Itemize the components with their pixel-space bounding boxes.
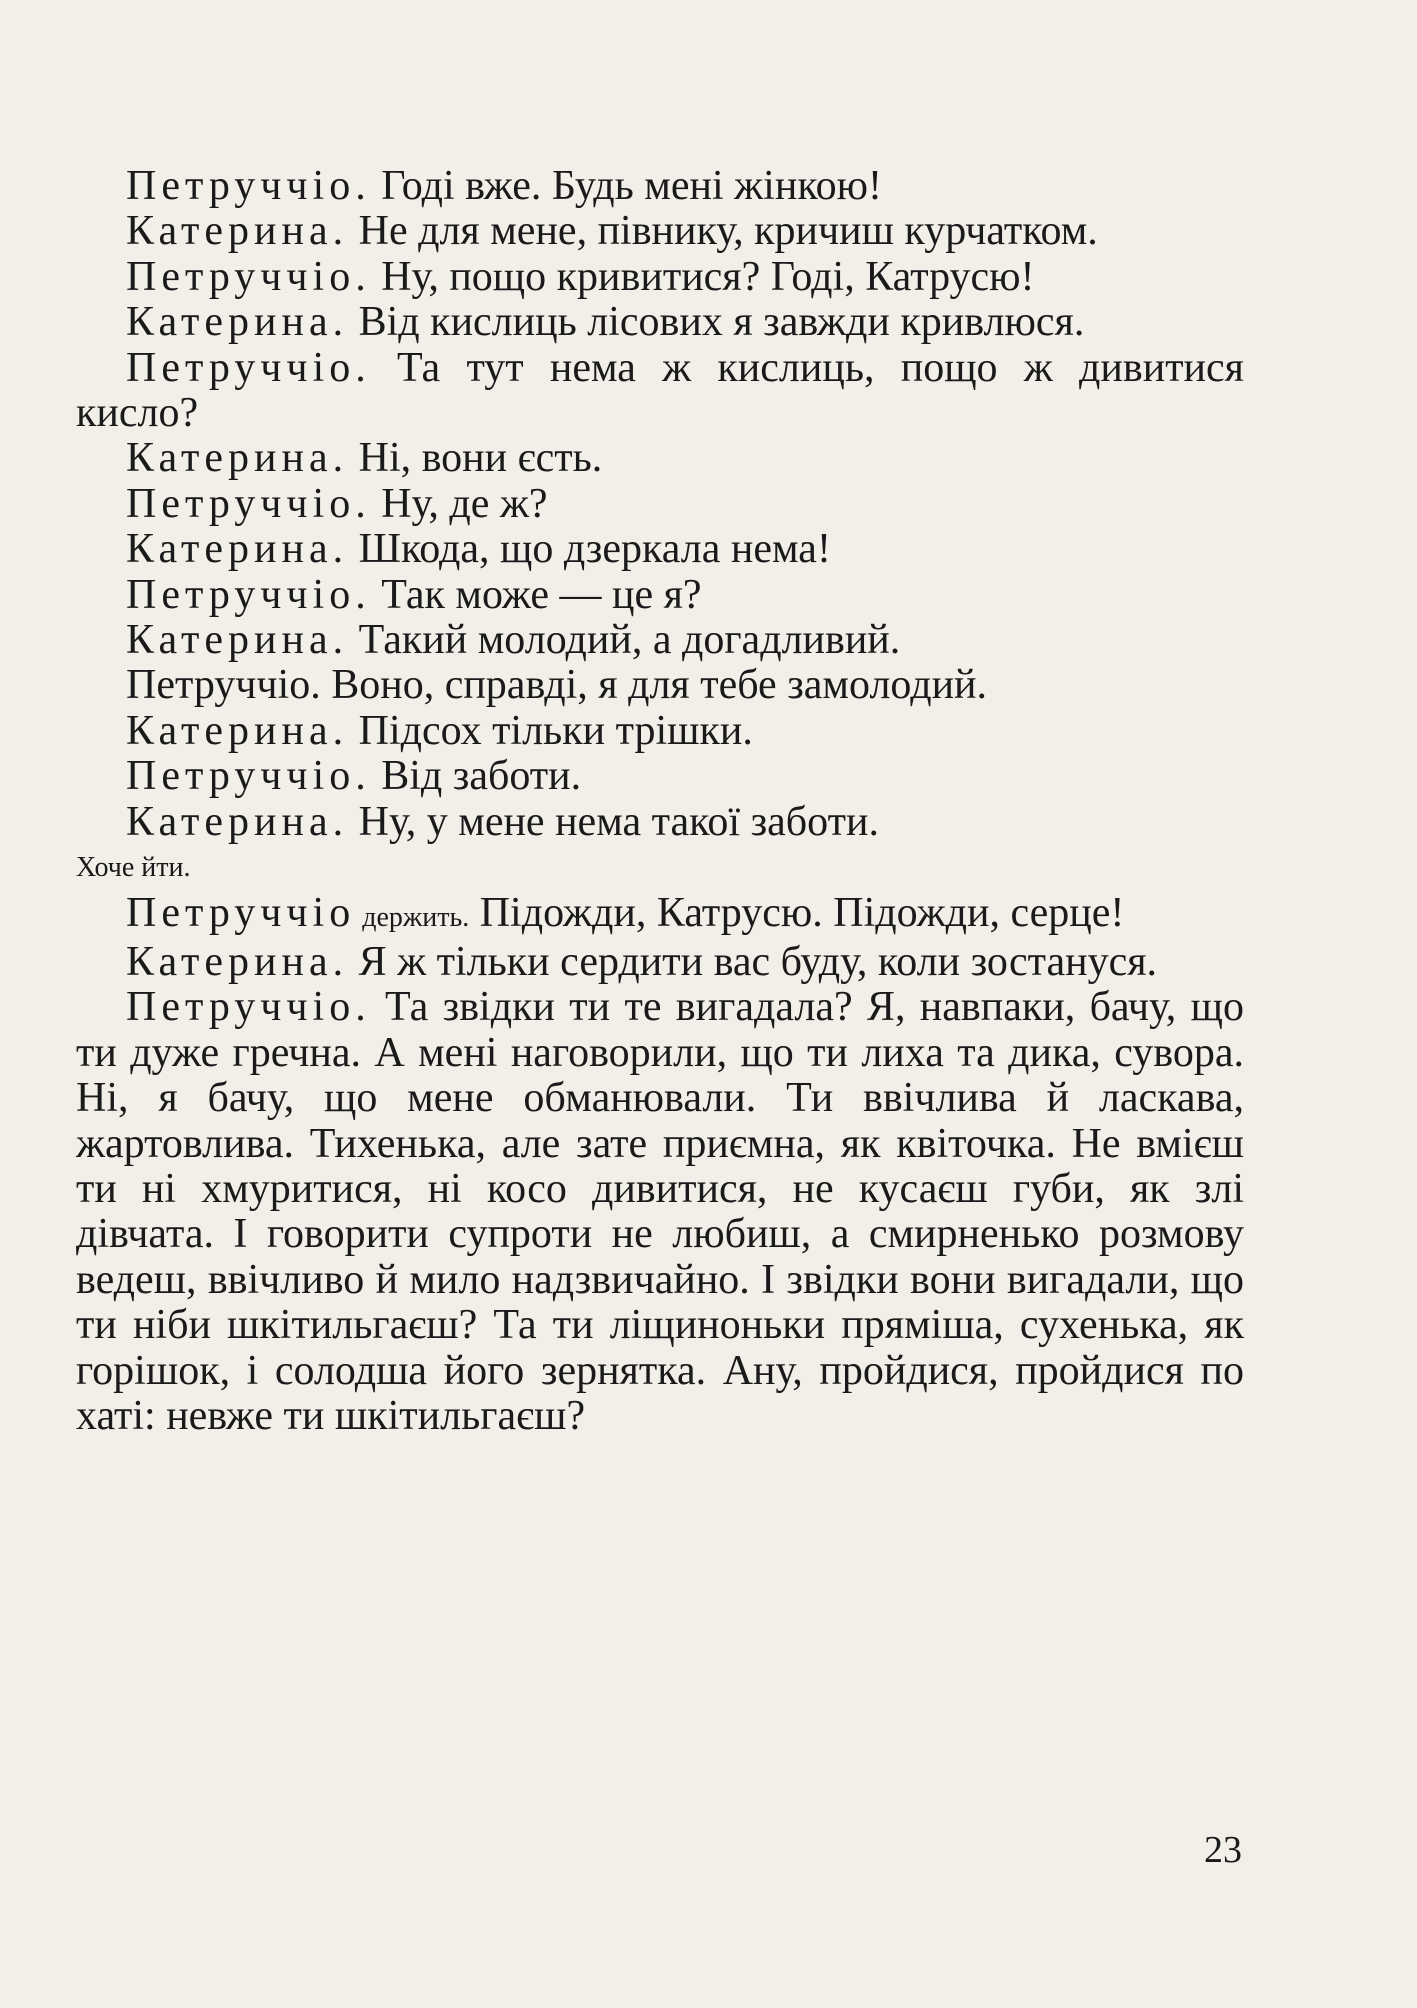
dialogue-text: Ну, пощо кривитися? Годі, Катрусю! <box>370 253 1035 300</box>
dialogue-line <box>76 164 1244 209</box>
dialogue-text: Та звідки ти те вигадала? Я, навпаки, бачу, що ти дуже гречна. А мені наговорили, що ти лиха та дика, сувора. Ні, я бачу, що мене обманювали. Ти ввічлива й ласкава, жартовлива. Тихенька, але зате приємна, як квіточка. Не вмієш ти ні хмуритися, ні косо дивитися, не кусаєш губи, як злі дівчата. І говорити супроти не любиш, а смирненько розмову ведеш, ввічливо й мило надзвичайно. І звідки вони вигадали, що ти ніби шкітильгаєш? Та ти ліщиноньки пряміша, сухенька, як горішок, і солодша його зернятка. Ану, пройдися, пройдися по хаті: невже ти шкітильгаєш? <box>76 984 1244 1439</box>
dialogue-line <box>76 985 1244 1439</box>
speaker-name: Петруччіо. <box>126 344 371 391</box>
dialogue-line <box>76 300 1244 345</box>
speaker-name: Катерина. <box>126 208 349 255</box>
inline-stage-direction: держить. <box>355 901 470 933</box>
dialogue-line <box>76 709 1244 754</box>
speaker-name: Катерина. <box>126 938 349 985</box>
dialogue-text: Шкода, що дзеркала нема! <box>348 526 831 573</box>
dialogue-text: Такий молодий, а догадливий. <box>348 617 901 664</box>
dialogue-line <box>76 209 1244 254</box>
dialogue-text: Воно, справді, я для тебе замолодий. <box>320 662 988 709</box>
dialogue-text: Годі вже. Будь мені жінкою! <box>370 163 882 209</box>
dialogue-text: Не для мене, півнику, кричиш курчатком. <box>348 208 1098 255</box>
speaker-name: Петруччіо. <box>126 163 371 209</box>
dialogue-text: Ну, у мене нема такої заботи. <box>348 798 879 845</box>
dialogue-line <box>76 891 1244 940</box>
dialogue-line <box>76 663 1244 708</box>
stage-direction: Хоче йти. <box>76 852 191 884</box>
dialogue-line <box>76 940 1244 985</box>
speaker-name: Катерина. <box>126 526 349 573</box>
page-number: 23 <box>1204 1829 1242 1871</box>
speaker-name: Петруччіо. <box>126 984 371 1031</box>
dialogue-text: Ні, вони єсть. <box>348 435 603 482</box>
speaker-name: Петруччіо <box>126 889 356 936</box>
dialogue-text: Так може — це я? <box>370 571 702 618</box>
speaker-name: Петруччіо. <box>126 753 371 800</box>
play-text <box>76 164 1244 1439</box>
speaker-name: Катерина. <box>126 299 349 346</box>
dialogue-text: Підсох тільки трішки. <box>348 707 753 754</box>
dialogue-line <box>76 346 1244 437</box>
dialogue-line <box>76 573 1244 618</box>
dialogue-line <box>76 255 1244 300</box>
dialogue-text: Від кислиць лісових я завжди кривлюся. <box>348 299 1085 346</box>
dialogue-line <box>76 754 1244 799</box>
speaker-name: Катерина. <box>126 435 349 482</box>
dialogue-line <box>76 482 1244 527</box>
speaker-name: Катерина. <box>126 617 349 664</box>
dialogue-text: Підожди, Катрусю. Підожди, серце! <box>469 889 1125 936</box>
dialogue-text: Та тут нема ж кислиць, пощо ж дивитися кисло? <box>76 344 1244 437</box>
dialogue-line <box>76 527 1244 572</box>
speaker-name: Петруччіо. <box>126 571 371 618</box>
dialogue-text: Ну, де ж? <box>370 480 548 527</box>
speaker-name: Катерина. <box>126 707 349 754</box>
speaker-name: Петруччіо. <box>126 253 371 300</box>
speaker-name: Петруччіо. <box>126 480 371 527</box>
dialogue-text: Від заботи. <box>370 753 582 800</box>
dialogue-line <box>76 800 1244 845</box>
dialogue-line <box>76 618 1244 663</box>
dialogue-text: Я ж тільки сердити вас буду, коли зостануся. <box>348 938 1158 985</box>
dialogue-line <box>76 436 1244 481</box>
speaker-name: Петруччіо. <box>126 662 321 709</box>
speaker-name: Катерина. <box>126 798 349 845</box>
